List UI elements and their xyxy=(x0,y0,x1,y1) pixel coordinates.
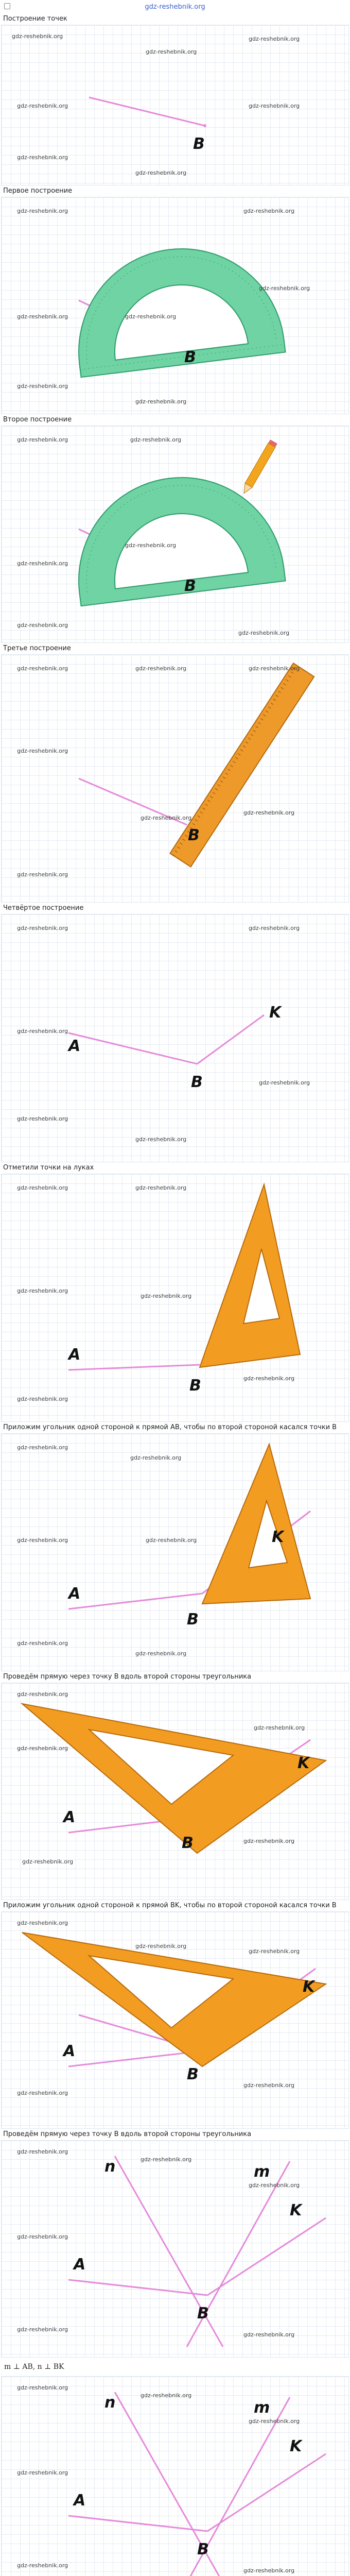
watermark: gdz-reshebnik.org xyxy=(141,1293,192,1299)
figure-panel xyxy=(1,1433,349,1671)
watermark: gdz-reshebnik.org xyxy=(243,2567,295,2574)
watermark: gdz-reshebnik.org xyxy=(141,2156,192,2163)
figure-drawing xyxy=(2,655,349,902)
watermark: gdz-reshebnik.org xyxy=(125,542,177,549)
svg-text:n: n xyxy=(104,2158,116,2176)
watermark: gdz-reshebnik.org xyxy=(135,398,187,405)
step-7 xyxy=(0,1422,350,1671)
svg-text:B: B xyxy=(182,1834,194,1852)
svg-text:B: B xyxy=(188,826,200,844)
watermark: gdz-reshebnik.org xyxy=(17,1691,68,1698)
watermark: gdz-reshebnik.org xyxy=(243,208,295,214)
figure-drawing xyxy=(2,1434,349,1671)
svg-text:m: m xyxy=(254,2399,270,2417)
figure-panel xyxy=(1,2376,349,2576)
svg-text:A: A xyxy=(74,2256,86,2274)
step-caption: Отметили точки на луках xyxy=(3,1164,94,1172)
step-caption: Приложим угольник одной стороной к прямой BK, чтобы по второй стороной касался точки B xyxy=(3,1902,337,1909)
watermark: gdz-reshebnik.org xyxy=(17,1537,68,1544)
figure-panel xyxy=(1,25,349,185)
watermark: gdz-reshebnik.org xyxy=(135,1136,187,1143)
step-5 xyxy=(0,903,350,1162)
watermark: gdz-reshebnik.org xyxy=(17,1640,68,1647)
watermark: gdz-reshebnik.org xyxy=(17,925,68,931)
watermark: gdz-reshebnik.org xyxy=(125,313,177,320)
watermark: gdz-reshebnik.org xyxy=(17,622,68,629)
step-caption: Второе построение xyxy=(3,416,72,423)
step-4 xyxy=(0,643,350,903)
figure-drawing xyxy=(2,2141,349,2357)
set-square xyxy=(200,1184,300,1367)
svg-text:A: A xyxy=(68,1346,81,1364)
watermark: gdz-reshebnik.org xyxy=(249,1948,300,1955)
figure-panel xyxy=(1,2140,349,2358)
watermark: gdz-reshebnik.org xyxy=(12,33,63,40)
watermark: gdz-reshebnik.org xyxy=(130,436,182,443)
watermark: gdz-reshebnik.org xyxy=(17,2469,68,2476)
figure-panel xyxy=(1,654,349,903)
svg-text:A: A xyxy=(68,1585,81,1603)
step-caption: Построение точек xyxy=(3,15,67,23)
watermark: gdz-reshebnik.org xyxy=(146,1537,197,1544)
watermark: gdz-reshebnik.org xyxy=(238,630,290,636)
watermark: gdz-reshebnik.org xyxy=(141,2392,192,2399)
svg-text:B: B xyxy=(189,1377,201,1395)
watermark: gdz-reshebnik.org xyxy=(17,665,68,672)
watermark: gdz-reshebnik.org xyxy=(17,1287,68,1294)
figure-panel xyxy=(1,914,349,1162)
figure-drawing xyxy=(2,1683,349,1900)
protractor xyxy=(67,237,285,377)
watermark: gdz-reshebnik.org xyxy=(17,383,68,389)
watermark: gdz-reshebnik.org xyxy=(259,1079,310,1086)
watermark: gdz-reshebnik.org xyxy=(22,1858,74,1865)
svg-text:n: n xyxy=(104,2394,116,2412)
step-caption: Первое построение xyxy=(3,187,73,195)
watermark: gdz-reshebnik.org xyxy=(17,1745,68,1752)
watermark: gdz-reshebnik.org xyxy=(249,2182,300,2189)
svg-text:K: K xyxy=(269,1004,282,1022)
watermark: gdz-reshebnik.org xyxy=(17,2326,68,2333)
step-2 xyxy=(0,185,350,414)
svg-text:K: K xyxy=(303,1978,315,1996)
step-10 xyxy=(0,2129,350,2358)
svg-text:B: B xyxy=(184,348,196,366)
watermark: gdz-reshebnik.org xyxy=(243,2082,295,2089)
step-caption: Проведём прямую через точку B вдоль второй стороны треугольника xyxy=(3,2130,252,2138)
figure-panel xyxy=(1,197,349,414)
watermark: gdz-reshebnik.org xyxy=(130,1454,182,1461)
watermark: gdz-reshebnik.org xyxy=(17,154,68,161)
watermark: gdz-reshebnik.org xyxy=(254,1724,305,1731)
step-6 xyxy=(0,1162,350,1422)
svg-text:B: B xyxy=(187,1611,199,1629)
watermark: gdz-reshebnik.org xyxy=(17,1920,68,1926)
svg-text:B: B xyxy=(187,2065,199,2083)
watermark: gdz-reshebnik.org xyxy=(249,2418,300,2425)
svg-text:B: B xyxy=(191,1073,203,1091)
svg-text:B: B xyxy=(197,2540,209,2558)
svg-text:A: A xyxy=(68,1037,81,1055)
top-bar xyxy=(0,0,350,13)
watermark: gdz-reshebnik.org xyxy=(17,1396,68,1402)
final-figure xyxy=(0,2376,350,2576)
point-b-label: B xyxy=(193,135,205,153)
watermark: gdz-reshebnik.org xyxy=(243,1375,295,1382)
step-8 xyxy=(0,1671,350,1900)
figure-drawing xyxy=(2,426,349,642)
watermark: gdz-reshebnik.org xyxy=(17,2384,68,2391)
watermark: gdz-reshebnik.org xyxy=(17,560,68,567)
step-caption: Четвёртое построение xyxy=(3,904,84,912)
point-b-dot xyxy=(203,124,206,127)
watermark: gdz-reshebnik.org xyxy=(135,170,187,176)
watermark: gdz-reshebnik.org xyxy=(243,1838,295,1844)
svg-text:A: A xyxy=(63,2042,76,2060)
svg-text:K: K xyxy=(297,1754,310,1772)
watermark: gdz-reshebnik.org xyxy=(249,36,300,42)
svg-text:K: K xyxy=(290,2437,302,2455)
watermark: gdz-reshebnik.org xyxy=(135,1184,187,1191)
svg-text:m: m xyxy=(254,2163,270,2181)
watermark: gdz-reshebnik.org xyxy=(17,436,68,443)
watermark: gdz-reshebnik.org xyxy=(17,103,68,109)
figure-panel xyxy=(1,1683,349,1900)
step-1 xyxy=(0,13,350,185)
svg-text:K: K xyxy=(290,2201,302,2219)
watermark: gdz-reshebnik.org xyxy=(17,1184,68,1191)
watermark: gdz-reshebnik.org xyxy=(17,871,68,878)
svg-text:A: A xyxy=(74,2492,86,2510)
page-icon xyxy=(4,3,10,9)
watermark: gdz-reshebnik.org xyxy=(249,103,300,109)
step-3 xyxy=(0,414,350,643)
watermark: gdz-reshebnik.org xyxy=(259,285,310,292)
svg-text:K: K xyxy=(272,1528,284,1546)
watermark: gdz-reshebnik.org xyxy=(17,2148,68,2155)
svg-text:B: B xyxy=(184,577,196,595)
watermark: gdz-reshebnik.org xyxy=(243,809,295,816)
figure-drawing xyxy=(2,914,349,1162)
watermark: gdz-reshebnik.org xyxy=(141,815,192,821)
watermark: gdz-reshebnik.org xyxy=(249,925,300,931)
watermark: gdz-reshebnik.org xyxy=(17,1115,68,1122)
ray-line xyxy=(89,97,205,126)
watermark: gdz-reshebnik.org xyxy=(17,2562,68,2569)
figure-panel xyxy=(1,426,349,643)
figure-panel xyxy=(1,1911,349,2129)
watermark: gdz-reshebnik.org xyxy=(135,1943,187,1950)
figure-panel xyxy=(1,1174,349,1422)
svg-text:B: B xyxy=(197,2304,209,2323)
svg-text:A: A xyxy=(63,1808,76,1826)
watermark: gdz-reshebnik.org xyxy=(17,313,68,320)
step-caption: Приложим угольник одной стороной к прямой AB, чтобы по второй стороной касался точки B xyxy=(3,1423,337,1431)
watermark: gdz-reshebnik.org xyxy=(17,1028,68,1035)
watermark: gdz-reshebnik.org xyxy=(135,1650,187,1657)
watermark: gdz-reshebnik.org xyxy=(17,2233,68,2240)
watermark: gdz-reshebnik.org xyxy=(243,2331,295,2338)
watermark: gdz-reshebnik.org xyxy=(146,48,197,55)
watermark: gdz-reshebnik.org xyxy=(249,665,300,672)
figure-drawing xyxy=(2,197,349,414)
figure-drawing xyxy=(2,2377,349,2576)
watermark: gdz-reshebnik.org xyxy=(17,1444,68,1451)
watermark: gdz-reshebnik.org xyxy=(17,208,68,214)
watermark: gdz-reshebnik.org xyxy=(17,2090,68,2096)
step-9 xyxy=(0,1900,350,2129)
site-title[interactable]: gdz-reshebnik.org xyxy=(145,3,205,11)
step-caption: Третье построение xyxy=(3,645,71,652)
pencil xyxy=(240,439,277,495)
step-caption: Проведём прямую через точку B вдоль второй стороны треугольника xyxy=(3,1673,252,1681)
result-formula: m ⊥ AB, n ⊥ BK xyxy=(4,2363,64,2371)
watermark: gdz-reshebnik.org xyxy=(135,665,187,672)
watermark: gdz-reshebnik.org xyxy=(17,748,68,754)
